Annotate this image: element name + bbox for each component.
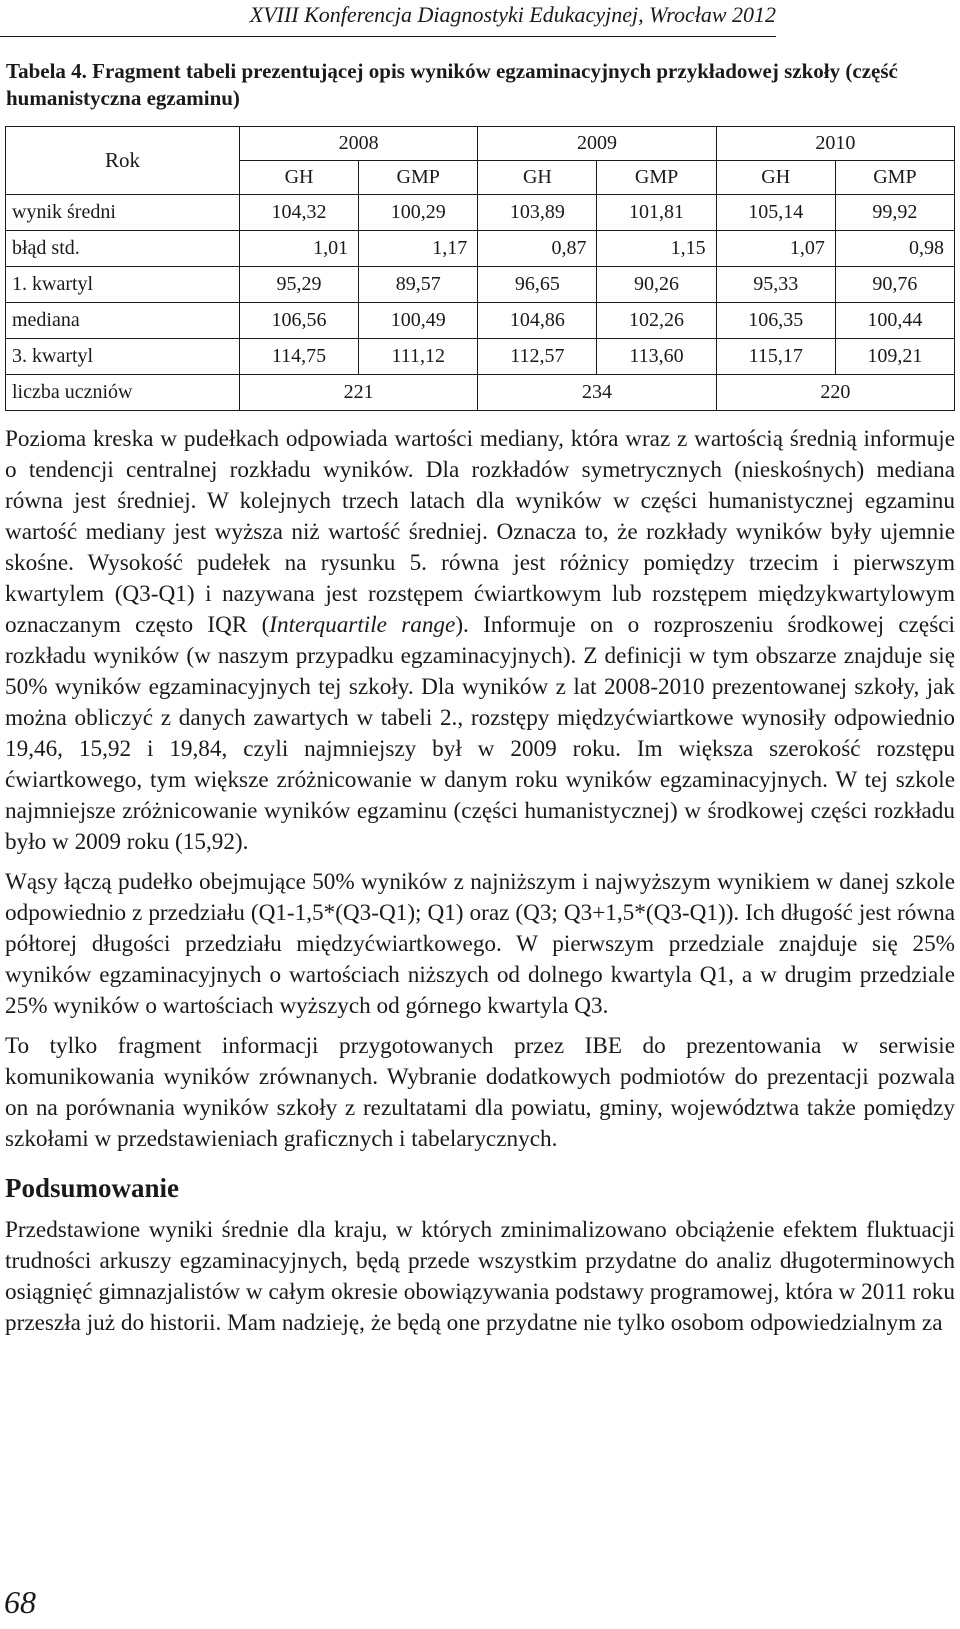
table-row (6, 231, 955, 267)
table-cell: 100,49 (359, 303, 478, 339)
table-cell: 102,26 (597, 303, 716, 339)
table-cell: 0,87 (478, 231, 597, 267)
table-cell: 1,15 (597, 231, 716, 267)
row-label: 3. kwartyl (6, 339, 240, 375)
table-cell: 106,56 (239, 303, 358, 339)
paragraph: Przedstawione wyniki średnie dla kraju, w których zminimalizowano obciążenie efektem fluktuacji trudności arkuszy egzaminacyjnych, będą przede wszystkim przydatne do analiz długoterminowych osiągnięć gimnazjalistów w całym okresie obowiązywania podstawy programowej, która w 2011 roku przeszła już do historii. Mam nadzieję, że będą one przydatne nie tylko osobom odpowiedzialnym za (5, 1217, 955, 1336)
year-header: 2010 (716, 127, 954, 161)
table-cell: 109,21 (835, 339, 954, 375)
table-cell: 99,92 (835, 195, 954, 231)
table-cell: 95,33 (716, 267, 835, 303)
table-row (6, 303, 955, 339)
table-cell: 95,29 (239, 267, 358, 303)
table-cell: 103,89 (478, 195, 597, 231)
subcolumn-header: GMP (359, 161, 478, 195)
page-number: 68 (4, 1584, 36, 1620)
table-row (6, 339, 955, 375)
table-cell: 105,14 (716, 195, 835, 231)
paragraph-text: ). Informuje on o rozproszeniu środkowej części rozkładu wyników (w naszym przypadku egzaminacyjnych). Z definicji w tym obszarze znajduje się 50% wyników egzaminacyjnych tej szkoły. Dla wyników z lat 2008-2010 prezentowanej szkoły, jak można obliczyć z danych zawartych w tabeli 2., rozstępy międzyćwiartkowe wynosiły odpowiednio 19,46, 15,92 i 19,84, czyli najmniejszy był w 2009 roku. Im większa szerokość rozstępu ćwiartkowego, tym większe zróżnicowanie w danym roku wyników egzaminacyjnych. W tej szkole najmniejsze zróżnicowanie wyników egzaminu (części humanistycznej) w środkowej części rozkładu było w 2009 roku (15,92). (5, 612, 955, 855)
table-cell: 220 (716, 375, 954, 411)
paragraph (5, 424, 955, 858)
table-cell: 106,35 (716, 303, 835, 339)
table-cell: 1,07 (716, 231, 835, 267)
row-label: wynik średni (6, 195, 240, 231)
paragraph: To tylko fragment informacji przygotowanych przez IBE do prezentowania w serwisie komunikowania wyników zrównanych. Wybranie dodatkowych podmiotów do prezentacji pozwala on na porównania wyników szkoły z rezultatami dla powiatu, gminy, województwa także pomiędzy szkołami w przedstawieniach graficznych i tabelarycznych. (5, 1033, 955, 1152)
table-cell: 101,81 (597, 195, 716, 231)
table-cell: 221 (239, 375, 477, 411)
table-cell: 112,57 (478, 339, 597, 375)
table-row (6, 195, 955, 231)
row-label: liczba uczniów (6, 375, 240, 411)
table-cell: 104,32 (239, 195, 358, 231)
table-cell: 100,44 (835, 303, 954, 339)
table-header-row-years (6, 127, 955, 161)
table-row (6, 267, 955, 303)
table-caption: Tabela 4. Fragment tabeli prezentującej opis wyników egzaminacyjnych przykładowej szkoły (część humanistyczna egzaminu) (6, 59, 898, 110)
table-cell: 90,76 (835, 267, 954, 303)
row-label: 1. kwartyl (6, 267, 240, 303)
table-cell: 1,17 (359, 231, 478, 267)
year-header: 2008 (239, 127, 477, 161)
table-cell: 113,60 (597, 339, 716, 375)
rok-header: Rok (6, 127, 240, 195)
table-cell: 115,17 (716, 339, 835, 375)
paragraph-text: Pozioma kreska w pudełkach odpowiada wartości mediany, która wraz z wartością średnią informuje o tendencji centralnej rozkładu wyników. Dla rozkładów symetrycznych (nieskośnych) mediana równa jest średniej. W kolejnych trzech latach dla wyników w części humanistycznej egzaminu wartość mediany jest wyższa niż wartość średniej. Oznacza to, że rozkłady wyników były ujemnie skośne. Wysokość pudełek na rysunku 5. równa jest różnicy pomiędzy trzecim i pierwszym kwartylem (Q3-Q1) i nazywana jest rozstępem ćwiartkowym lub rozstępem międzykwartylowym oznaczanym często IQR ( (5, 426, 955, 638)
table-cell: 89,57 (359, 267, 478, 303)
body-text (5, 424, 955, 1348)
running-head: XVIII Konferencja Diagnostyki Edukacyjnej, Wrocław 2012 (0, 0, 776, 37)
table-cell: 104,86 (478, 303, 597, 339)
subcolumn-header: GMP (597, 161, 716, 195)
table-row-students (6, 375, 955, 411)
subcolumn-header: GH (716, 161, 835, 195)
row-label: błąd std. (6, 231, 240, 267)
subcolumn-header: GH (478, 161, 597, 195)
results-table (5, 126, 955, 411)
year-header: 2009 (478, 127, 716, 161)
section-heading: Podsumowanie (5, 1173, 180, 1203)
row-label: mediana (6, 303, 240, 339)
table-cell: 1,01 (239, 231, 358, 267)
table-cell: 111,12 (359, 339, 478, 375)
table-cell: 96,65 (478, 267, 597, 303)
subcolumn-header: GH (239, 161, 358, 195)
italic-term: Interquartile range (269, 612, 456, 638)
subcolumn-header: GMP (835, 161, 954, 195)
table-cell: 0,98 (835, 231, 954, 267)
table-cell: 114,75 (239, 339, 358, 375)
table-cell: 90,26 (597, 267, 716, 303)
table-cell: 234 (478, 375, 716, 411)
paragraph: Wąsy łączą pudełko obejmujące 50% wyników z najniższym i najwyższym wynikiem w danej szkole odpowiednio z przedziału (Q1-1,5*(Q3-Q1); Q1) oraz (Q3; Q3+1,5*(Q3-Q1)). Ich długość jest równa półtorej długości przedziału międzyćwiartkowego. W pierwszym przedziale znajduje się 25% wyników egzaminacyjnych o wartościach niższych od dolnego kwartyla Q1, a w drugim przedziale 25% wyników o wartościach wyższych od górnego kwartyla Q3. (5, 869, 955, 1019)
table-cell: 100,29 (359, 195, 478, 231)
